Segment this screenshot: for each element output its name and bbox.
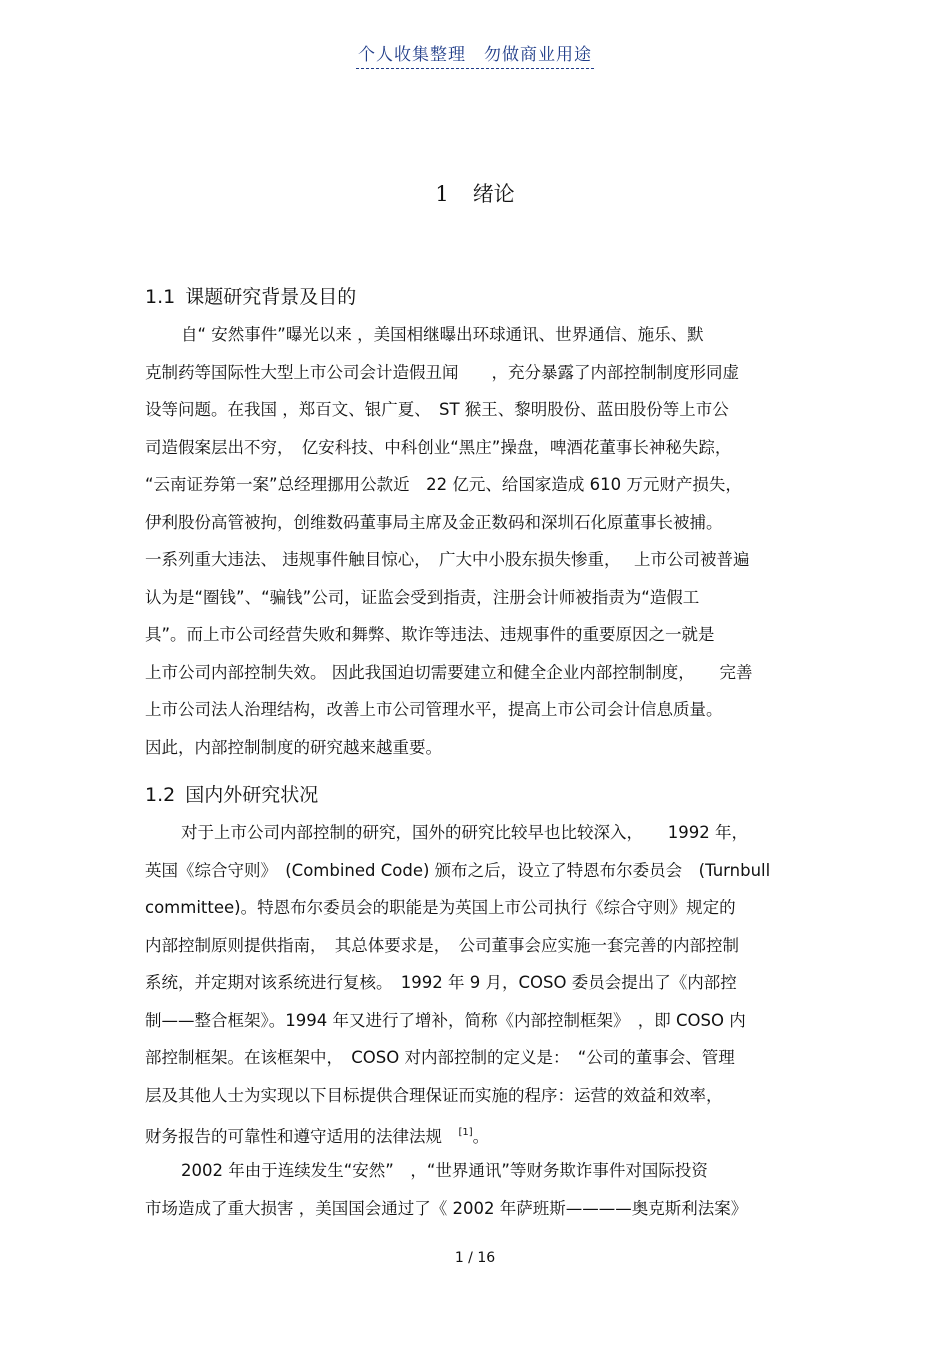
section-number: 1.1 bbox=[145, 286, 176, 308]
text-line: 具”。而上市公司经营失败和舞弊、欺诈等违法、违规事件的重要原因之一就是 bbox=[145, 625, 715, 644]
section-title-text: 国内外研究状况 bbox=[185, 784, 319, 806]
text-line: 内部控制原则提供指南， 其总体要求是， 公司董事会应实施一套完善的内部控制 bbox=[145, 935, 739, 955]
text-line: 上市公司法人治理结构，改善上市公司管理水平，提高上市公司会计信息质量。 bbox=[145, 700, 723, 719]
text-line-body: 财务报告的可靠性和遵守适用的法律法规 bbox=[145, 1127, 442, 1146]
section-number: 1.2 bbox=[145, 784, 176, 806]
text-line: 伊利股份高管被拘，创维数码董事局主席及金正数码和深圳石化原董事长被捕。 bbox=[145, 512, 723, 532]
text-line: committee)。特恩布尔委员会的职能是为英国上市公司执行《综合守则》规定的 bbox=[145, 898, 736, 917]
paragraph-sox bbox=[145, 1152, 805, 1227]
text-line-with-citation bbox=[145, 1114, 805, 1152]
paragraph-research-status bbox=[145, 814, 805, 1152]
text-line: 制——整合框架》。1994 年又进行了增补，简称《内部控制框架》 ，即 COSO 内 bbox=[145, 1010, 746, 1030]
text-line: 设等问题。在我国 ，郑百文、银广夏、 ST 猴王、黎明股份、蓝田股份等上市公 bbox=[145, 400, 729, 419]
text-line: 对于上市公司内部控制的研究，国外的研究比较早也比较深入， 1992 年， bbox=[181, 823, 748, 842]
text-line: 因此，内部控制制度的研究越来越重要。 bbox=[145, 737, 442, 757]
text-line: 司造假案层出不穷， 亿安科技、中科创业“黑庄”操盘，啤酒花董事长神秘失踪， bbox=[145, 437, 732, 457]
chapter-title-text: 绪论 bbox=[472, 182, 515, 206]
section-title-text: 课题研究背景及目的 bbox=[185, 286, 357, 308]
text-line: 克制药等国际性大型上市公司会计造假丑闻 ，充分暴露了内部控制制度形同虚 bbox=[145, 362, 739, 382]
text-line: 部控制框架。在该框架中， COSO 对内部控制的定义是： “公司的董事会、管理 bbox=[145, 1048, 735, 1067]
text-line: 自“ 安然事件”曝光以来 ，美国相继曝出环球通讯、世界通信、施乐、默 bbox=[181, 325, 704, 344]
text-line: 英国《综合守则》 (Combined Code) 颁布之后，设立了特恩布尔委员会 (Turnbull bbox=[145, 860, 771, 880]
page-number: 1 / 16 bbox=[454, 1250, 496, 1266]
page-header bbox=[0, 40, 950, 69]
citation-marker: [1] bbox=[458, 1127, 473, 1138]
header-watermark-text: 个人收集整理 勿做商业用途 bbox=[356, 40, 594, 69]
paragraph-background bbox=[145, 316, 805, 766]
text-line: 2002 年由于连续发生“安然” ，“世界通讯”等财务欺诈事件对国际投资 bbox=[181, 1161, 708, 1180]
text-line-end: 。 bbox=[472, 1127, 490, 1146]
text-line: 一系列重大违法、 违规事件触目惊心， 广大中小股东损失惨重， 上市公司被普遍 bbox=[145, 550, 750, 569]
section-heading-1-2 bbox=[145, 780, 318, 807]
text-line: 市场造成了重大损害 ，美国国会通过了《 2002 年萨班斯————奥克斯利法案》 bbox=[145, 1198, 748, 1218]
text-line: “云南证券第一案”总经理挪用公款近 22 亿元、给国家造成 610 万元财产损失， bbox=[145, 475, 742, 494]
chapter-number: 1 bbox=[435, 182, 449, 206]
text-line: 层及其他人士为实现以下目标提供合理保证而实施的程序：运营的效益和效率， bbox=[145, 1085, 723, 1105]
text-line: 上市公司内部控制失效。 因此我国迫切需要建立和健全企业内部控制制度， 完善 bbox=[145, 662, 753, 682]
section-heading-1-1 bbox=[145, 282, 356, 309]
text-line: 系统，并定期对该系统进行复核。 1992 年 9 月，COSO 委员会提出了《内部控 bbox=[145, 973, 737, 992]
chapter-title bbox=[0, 178, 950, 208]
text-line: 认为是“圈钱”、“骗钱”公司，证监会受到指责，注册会计师被指责为“造假工 bbox=[145, 587, 700, 607]
